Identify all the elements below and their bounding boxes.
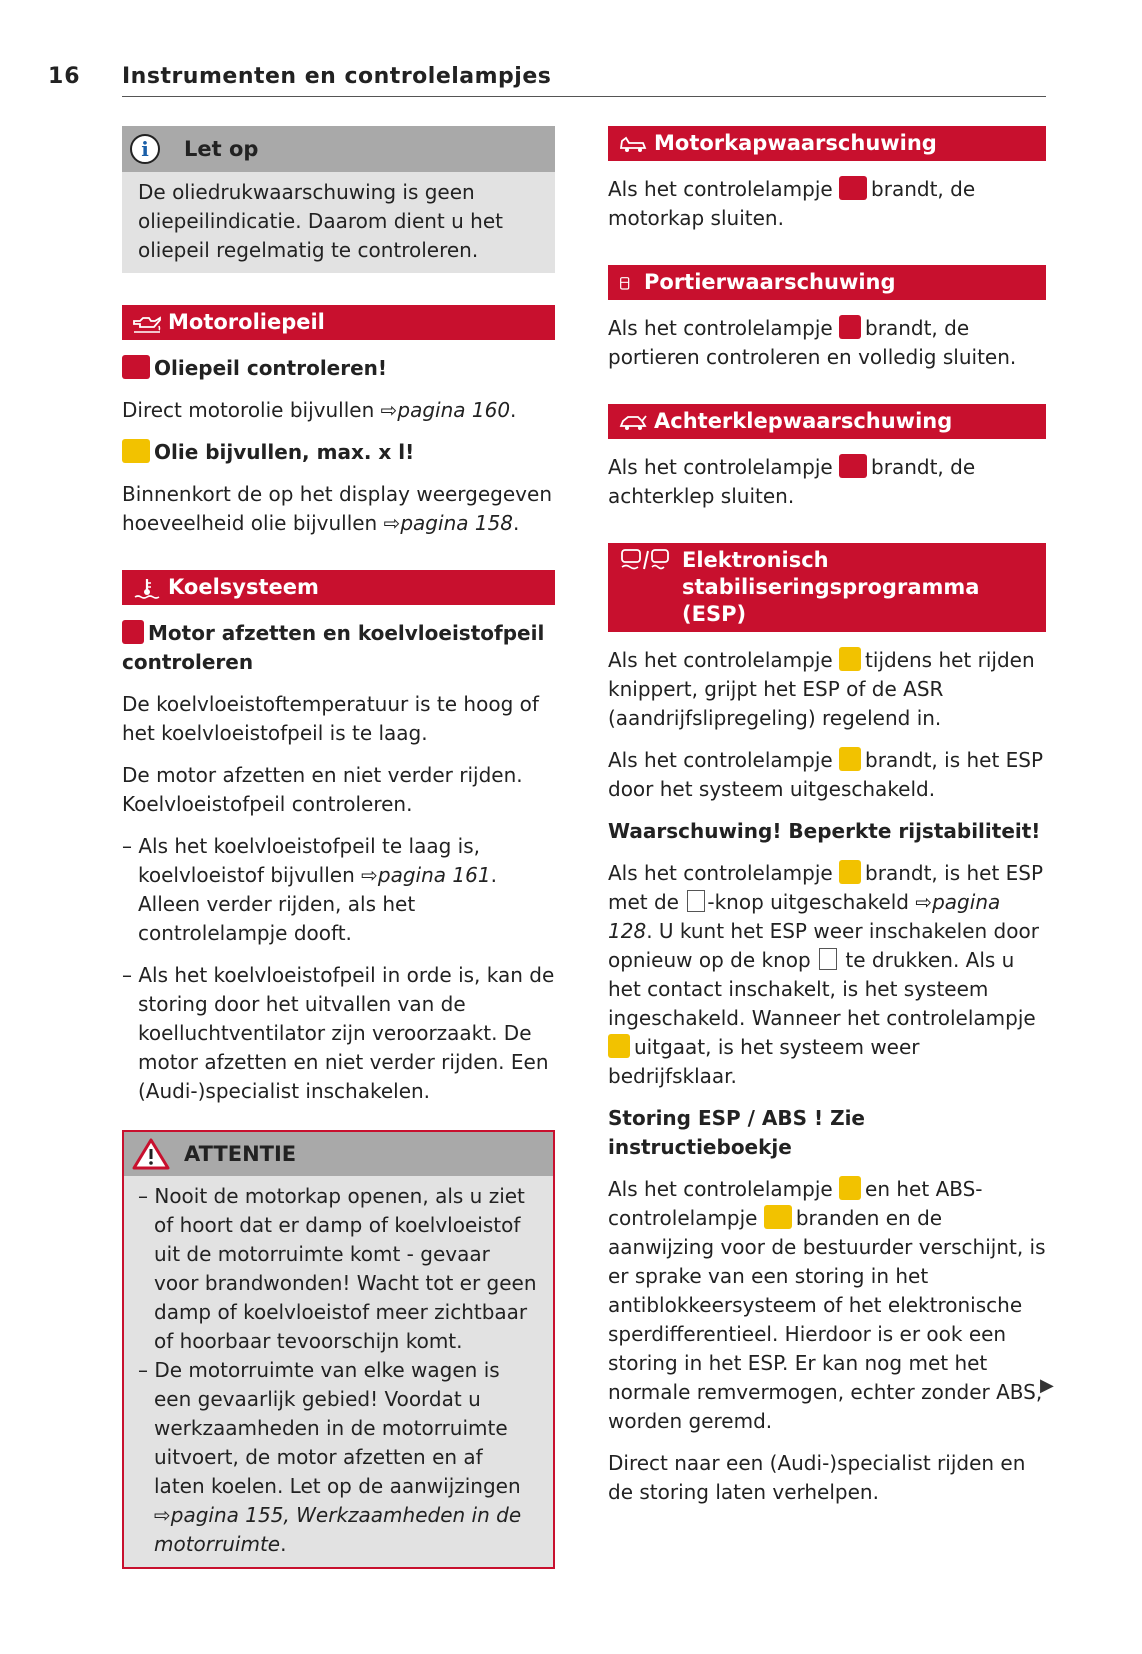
list-item: – De motorruimte van elke wagen is een gevaarlijk gebied! Voordat u werkzaamheden in de motorruimte uitvoert, de motor afzetten en af laten koelen. Let op de aanwijzingen ⇨pagina 155, Werkzaamheden in de motorruimte. — [138, 1358, 522, 1556]
page-reference-link[interactable]: pagina 128 — [608, 890, 1001, 943]
paragraph-text: Als het controlelampje — [608, 316, 833, 340]
section-title: Elektronisch stabiliseringsprogramma (ESP) — [682, 548, 980, 626]
paragraph: Direct motorolie bijvullen ⇨pagina 160. — [122, 398, 517, 422]
section-portier — [608, 265, 1046, 300]
paragraph-text: tijdens het rijden knippert, grijpt het ESP of de ASR (aandrijfslipregeling) regelend in. — [608, 648, 1035, 730]
section-title: Achterklepwaarschuwing — [654, 409, 953, 433]
paragraph-text: brandt, de motorkap sluiten. — [608, 177, 976, 230]
subheading-beperkte-rijstabiliteit: Waarschuwing! Beperkte rijstabiliteit! — [608, 819, 1041, 843]
esp-button-icon — [819, 948, 837, 970]
paragraph — [608, 646, 1046, 733]
paragraph — [608, 1175, 1046, 1436]
section-title: Motoroliepeil — [168, 310, 325, 334]
esp-off-icon — [839, 860, 861, 884]
subheading-koelvloeistof — [122, 619, 555, 677]
coolant-thermometer-icon — [132, 577, 162, 599]
subheading-text: Olie bijvullen, max. x l! — [154, 440, 415, 464]
page-number: 16 — [48, 64, 81, 89]
door-open-icon — [839, 315, 861, 339]
paragraph-text: te drukken. Als u het contact inschakelt, is het systeem ingeschakeld. Wanneer het controlelampje — [608, 948, 1036, 1030]
page-reference-link[interactable]: pagina 158 — [400, 511, 514, 535]
esp-skid-icon — [839, 747, 861, 771]
paragraph-text: en het ABS-controlelampje — [608, 1177, 983, 1230]
paragraph-text: Als het controlelampje — [608, 1177, 833, 1201]
continue-arrow-icon: ▶ — [1040, 1375, 1054, 1396]
paragraph-text: brandt, is het ESP door het systeem uitgeschakeld. — [608, 748, 1044, 801]
info-icon: i — [130, 134, 160, 164]
esp-skid-icon — [839, 647, 861, 671]
section-achterklep — [608, 404, 1046, 439]
paragraph: Binnenkort de op het display weergegeven hoeveelheid olie bijvullen ⇨pagina 158. — [122, 482, 552, 535]
paragraph-text: Direct motorolie bijvullen — [122, 398, 375, 422]
left-column — [122, 126, 555, 1569]
paragraph — [608, 314, 1046, 372]
esp-button-icon — [687, 890, 705, 912]
paragraph — [608, 175, 1046, 233]
coolant-thermometer-icon — [122, 620, 144, 644]
subheading-text: Motor afzetten en koelvloeistofpeil controleren — [122, 621, 545, 674]
section-motorkap — [608, 126, 1046, 161]
subheading-text: Oliepeil controleren! — [154, 356, 388, 380]
warning-title: ATTENTIE — [184, 1141, 297, 1166]
section-esp — [608, 543, 1046, 632]
paragraph-text: Als het controlelampje — [608, 748, 833, 772]
hood-open-icon — [839, 176, 867, 200]
section-title: Motorkapwaarschuwing — [654, 131, 937, 155]
list-item: – Als het koelvloeistofpeil in orde is, kan de storing door het uitvallen van de koelluchtventilator zijn veroorzaakt. De motor afzetten en niet verder rijden. Een (Audi-)specialist inschakelen. — [122, 963, 555, 1103]
page-reference-link[interactable]: pagina 160 — [397, 398, 511, 422]
oil-can-icon — [122, 439, 150, 463]
paragraph-text: brandt, de achterklep sluiten. — [608, 455, 976, 508]
list-item-text: Als het koelvloeistofpeil in orde is, kan de storing door het uitvallen van de koelluchtventilator zijn veroorzaakt. De motor afzetten en niet verder rijden. Een (Audi-)specialist inschakelen. — [138, 963, 555, 1103]
page-reference-link[interactable]: pagina 155, Werkzaamheden in de motorruimte — [154, 1503, 522, 1556]
notice-text: De oliedrukwaarschuwing is geen oliepeilindicatie. Daarom dient u het oliepeil regelmatig te controleren. — [138, 180, 503, 262]
paragraph-text: Binnenkort de op het display weergegeven hoeveelheid olie bijvullen — [122, 482, 552, 535]
paragraph-text: Als het controlelampje — [608, 455, 833, 479]
right-column — [608, 126, 1046, 1520]
oil-can-icon — [122, 355, 150, 379]
paragraph: De motor afzetten en niet verder rijden. Koelvloeistofpeil controleren. — [122, 763, 523, 816]
subheading-oliepeil — [122, 354, 555, 383]
paragraph-text: branden en de aanwijzing voor de bestuurder verschijnt, is er sprake van een storing in het antiblokkeersysteem of het elektronische sperdifferentieel. Hierdoor is er ook een storing in het ESP. Er kan nog met het normale remvermogen, echter zonder ABS, worden geremd. — [608, 1206, 1046, 1433]
section-motoroliepeil — [122, 305, 555, 340]
section-koelsysteem — [122, 570, 555, 605]
section-title: Portierwaarschuwing — [644, 270, 896, 294]
warning-box — [122, 1130, 555, 1569]
list-item-text: Nooit de motorkap openen, als u ziet of hoort dat er damp of koelvloeistof uit de motorruimte komt - gevaar voor brandwonden! Wacht tot er geen damp of koelvloeistof meer zichtbaar of hoorbaar tevoorschijn komt. — [154, 1184, 537, 1353]
paragraph: Als het controlelampje brandt, is het ESP met de -knop uitgeschakeld ⇨pagina 128. U kunt het ESP weer inschakelen door opnieuw op de knop te drukken. Als u het contact inschakelt, is het systeem ingeschakeld. Wanneer het controlelampje uitgaat, is het systeem weer bedrijfsklaar. — [608, 861, 1044, 1088]
subheading-storing-esp-abs: Storing ESP / ABS ! Zie instructieboekje — [608, 1106, 865, 1159]
paragraph-text: -knop uitgeschakeld — [707, 890, 909, 914]
hood-open-icon — [618, 133, 648, 155]
esp-off-icon — [608, 1034, 630, 1058]
paragraph-text: Als het controlelampje — [608, 177, 833, 201]
paragraph: Direct naar een (Audi-)specialist rijden en de storing laten verhelpen. — [608, 1451, 1026, 1504]
notice-header — [122, 126, 555, 172]
paragraph-text: brandt, de portieren controleren en volledig sluiten. — [608, 316, 1017, 369]
door-open-icon — [618, 272, 638, 294]
warning-body — [124, 1176, 553, 1567]
paragraph — [608, 453, 1046, 511]
paragraph-text: brandt, is het ESP met de — [608, 861, 1044, 914]
esp-skid-icon — [839, 1176, 861, 1200]
paragraph — [608, 746, 1046, 804]
esp-skid-icon — [618, 547, 676, 574]
tailgate-open-icon — [839, 454, 867, 478]
oil-can-icon — [132, 312, 162, 334]
list-item-text: . Alleen verder rijden, als het controlelampje dooft. — [138, 863, 497, 945]
paragraph-text: Als het controlelampje — [608, 648, 833, 672]
running-title: Instrumenten en controlelampjes — [122, 64, 552, 89]
paragraph-text: Als het controlelampje — [608, 861, 833, 885]
tailgate-open-icon — [618, 411, 648, 433]
notice-box — [122, 126, 555, 273]
section-title: Koelsysteem — [168, 575, 319, 599]
page-reference-link[interactable]: pagina 161 — [377, 863, 491, 887]
list-item-text: Als het koelvloeistofpeil te laag is, koelvloeistof bijvullen — [138, 834, 480, 887]
warning-triangle-icon — [132, 1138, 170, 1170]
header-rule — [122, 96, 1046, 97]
warning-header — [124, 1132, 553, 1176]
paragraph-text: uitgaat, is het systeem weer bedrijfsklaar. — [608, 1035, 920, 1088]
list-item: – Als het koelvloeistofpeil te laag is, koelvloeistof bijvullen ⇨pagina 161. Alleen verder rijden, als het controlelampje dooft. — [122, 834, 497, 945]
paragraph: De koelvloeistoftemperatuur is te hoog of het koelvloeistofpeil is te laag. — [122, 692, 539, 745]
subheading-bijvullen — [122, 438, 555, 467]
paragraph-text: . U kunt het ESP weer inschakelen door opnieuw op de knop — [608, 919, 1039, 972]
list-item: – Nooit de motorkap openen, als u ziet of hoort dat er damp of koelvloeistof uit de motorruimte komt - gevaar voor brandwonden! Wacht tot er geen damp of koelvloeistof meer zichtbaar of hoorbaar tevoorschijn komt. — [138, 1184, 537, 1353]
list-item-text: De motorruimte van elke wagen is een gevaarlijk gebied! Voordat u werkzaamheden in de motorruimte uitvoert, de motor afzetten en af laten koelen. Let op de aanwijzingen — [154, 1358, 521, 1498]
abs-icon — [764, 1205, 792, 1229]
notice-title: Let op — [184, 136, 259, 161]
